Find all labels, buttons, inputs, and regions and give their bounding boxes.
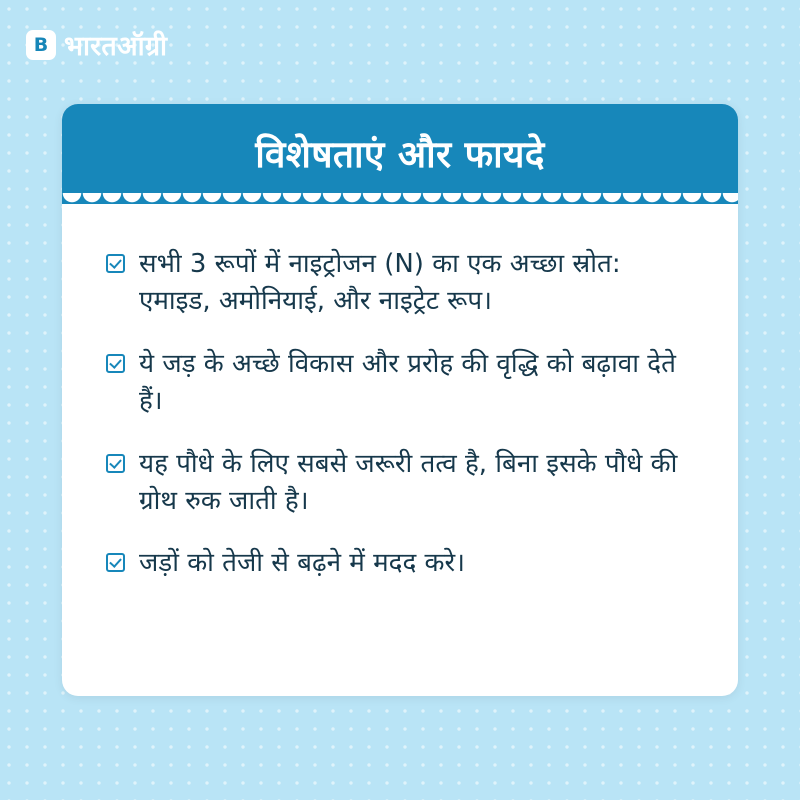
list-item-text: जड़ों को तेजी से बढ़ने में मदद करे। — [139, 548, 465, 579]
brand-name: भारतऑग्री — [64, 31, 168, 62]
checkbox-icon — [106, 254, 125, 273]
brand-logo — [26, 26, 167, 63]
checkbox-icon — [106, 354, 125, 373]
list-item-text: ये जड़ के अच्छे विकास और प्ररोह की वृद्धि को बढ़ावा देते हैं। — [139, 348, 676, 416]
list-item — [106, 246, 698, 320]
list-item — [106, 346, 698, 420]
card-header — [62, 104, 738, 204]
list-item-text: सभी 3 रूपों में नाइट्रोजन (N) का एक अच्छा स्रोत: एमाइड, अमोनियाई, और नाइट्रेट रूप। — [139, 249, 621, 316]
list-item — [106, 446, 698, 520]
list-item-text: यह पौधे के लिए सबसे जरूरी तत्व है, बिना इसके पौधे की ग्रोथ रुक जाती है। — [139, 448, 678, 516]
scallop-divider — [62, 193, 738, 213]
features-list — [62, 204, 738, 602]
list-item — [106, 545, 698, 582]
checkbox-icon — [106, 553, 125, 572]
checkbox-icon — [106, 454, 125, 473]
brand-mark-icon: B — [26, 30, 56, 60]
features-card — [62, 104, 738, 696]
page-title: विशेषताएं और फायदे — [255, 132, 545, 176]
